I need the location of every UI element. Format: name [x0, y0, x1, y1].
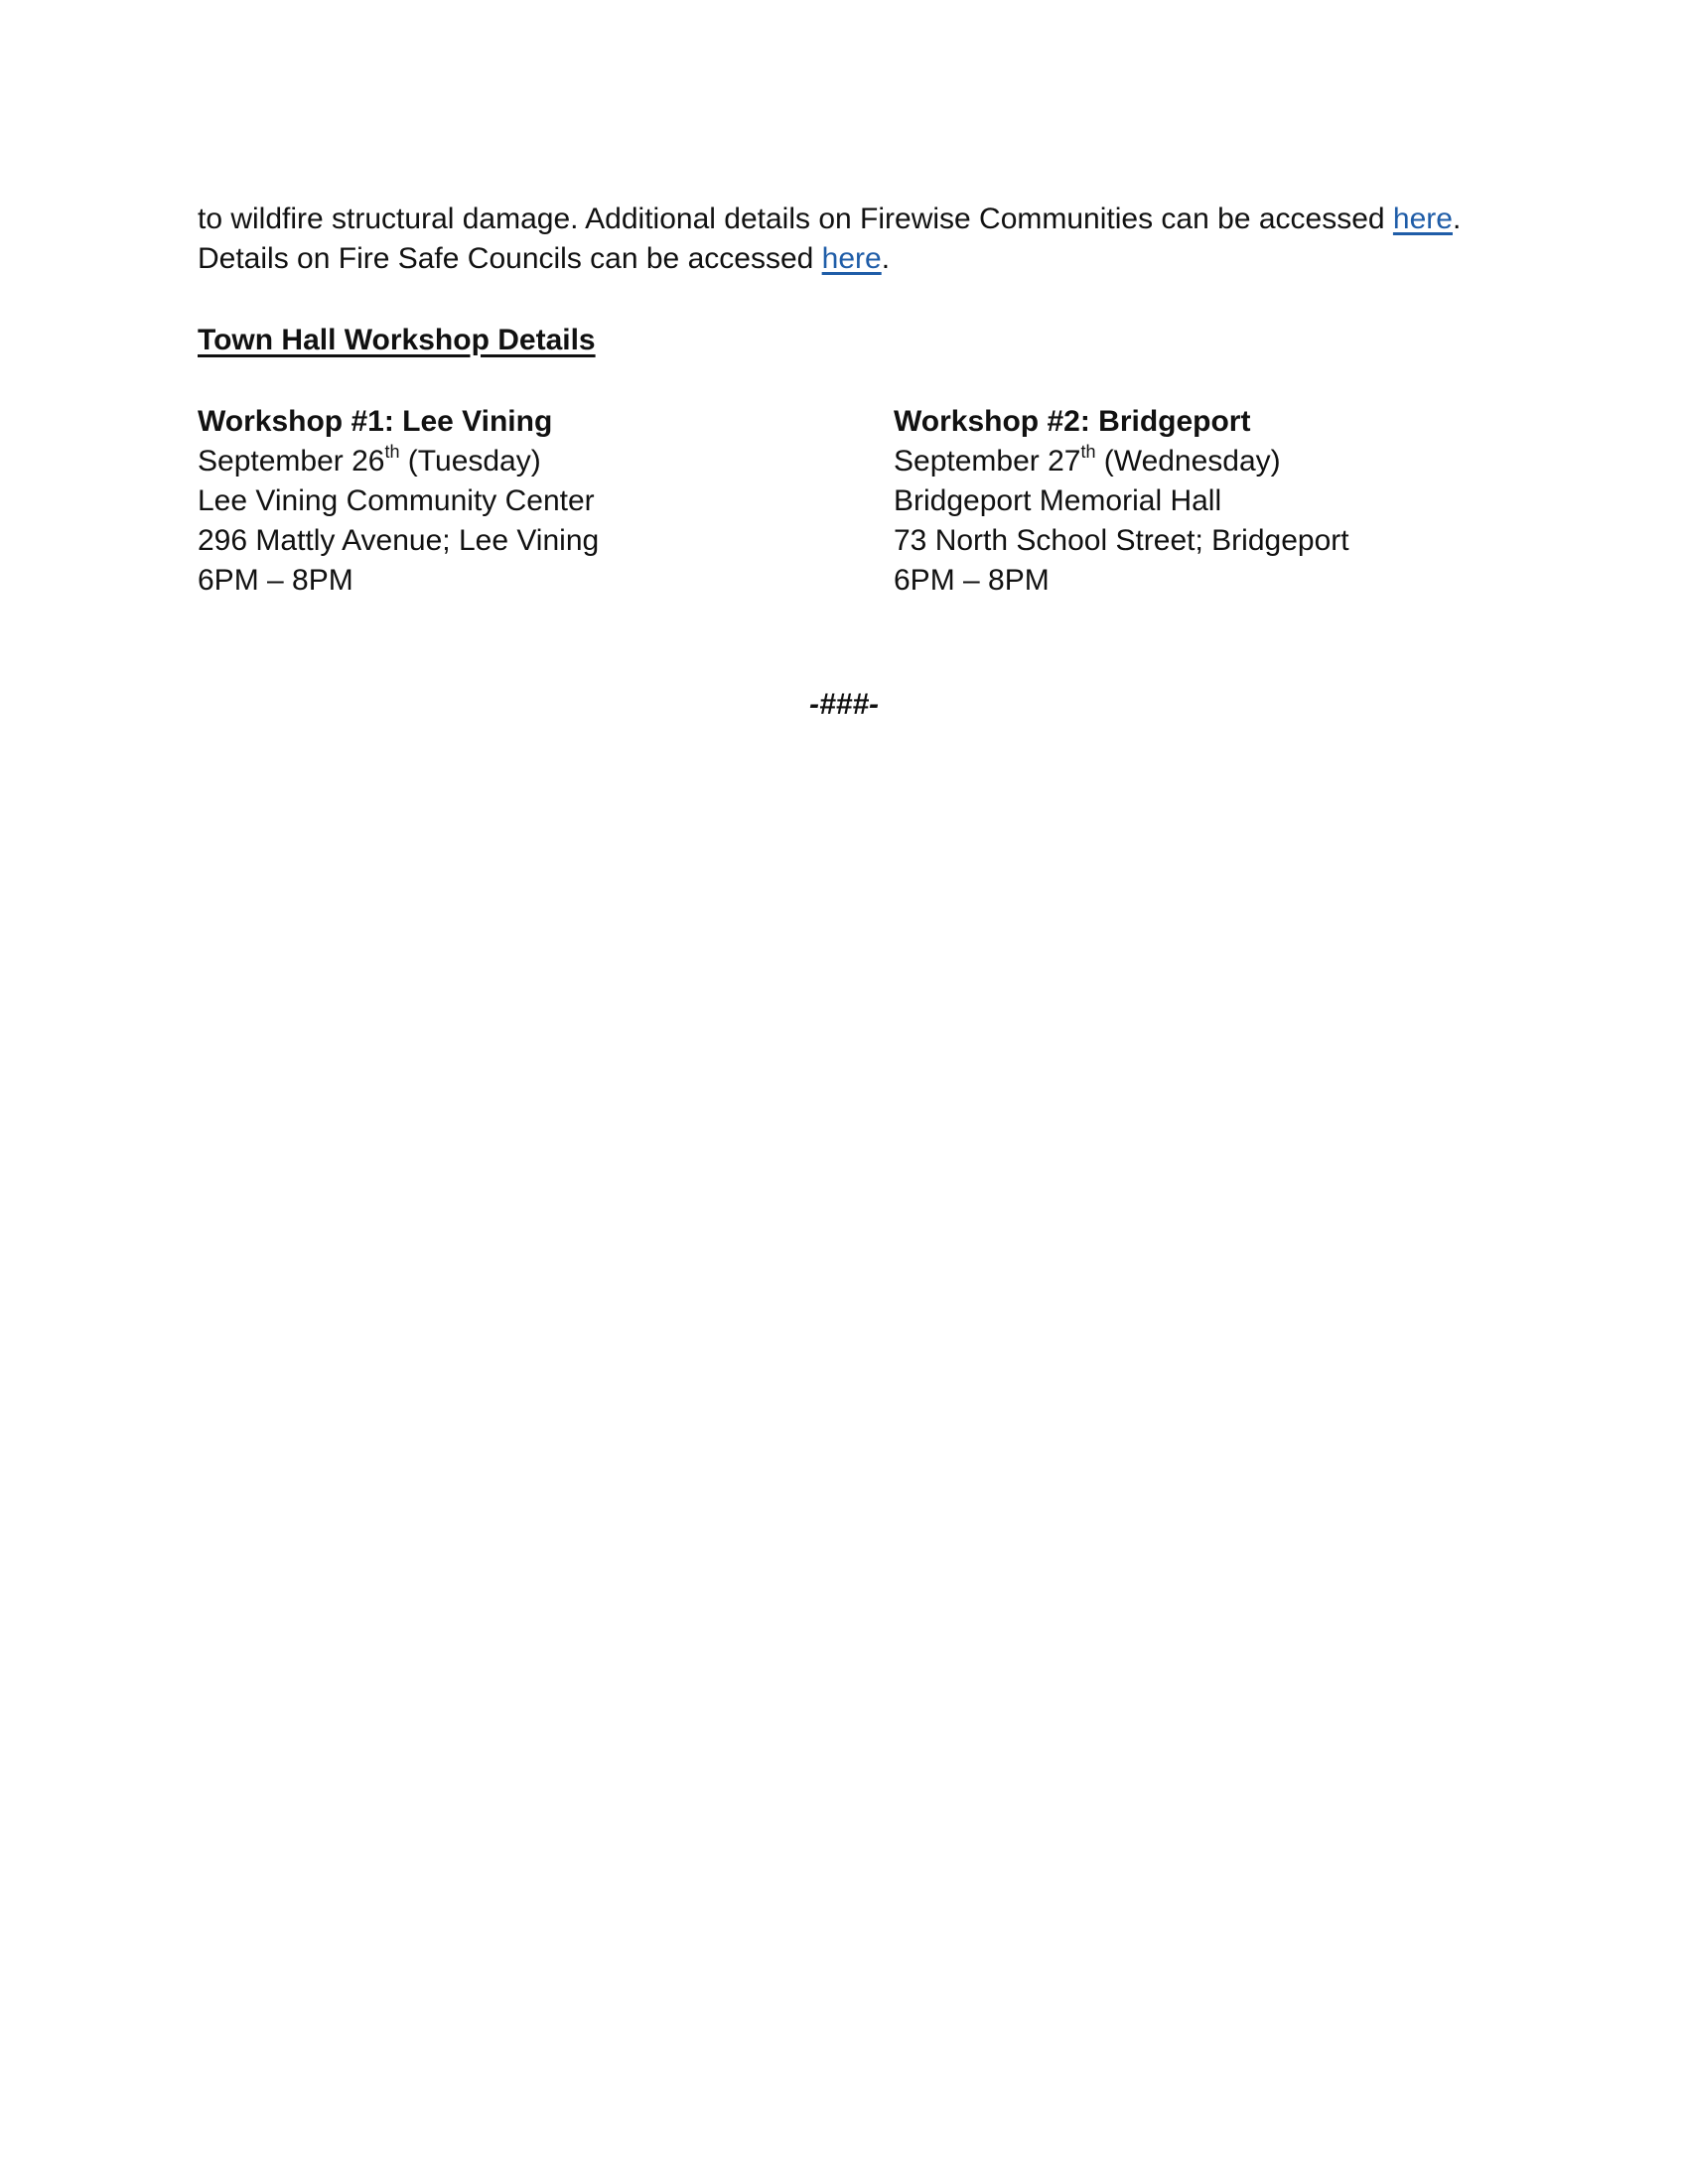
- workshop-1: [198, 402, 599, 601]
- workshop-2-date: [894, 442, 1349, 481]
- workshop-2-date-text: September 27: [894, 445, 1081, 478]
- workshop-1-title: Workshop #1: Lee Vining: [198, 405, 553, 438]
- end-of-document-mark: -###-: [808, 688, 880, 721]
- workshop-2-day: (Wednesday): [1095, 445, 1281, 478]
- intro-line-1: [198, 200, 1461, 239]
- fire-safe-councils-link[interactable]: here: [821, 242, 882, 275]
- section-heading: Town Hall Workshop Details: [198, 324, 596, 356]
- intro-line-2-text: Details on Fire Safe Councils can be accessed: [198, 242, 822, 275]
- workshop-1-address: 296 Mattly Avenue; Lee Vining: [198, 524, 600, 557]
- workshop-1-day: (Tuesday): [399, 445, 541, 478]
- workshop-2-date-suffix-sup: th: [1080, 442, 1096, 462]
- workshop-2-time: 6PM – 8PM: [894, 564, 1050, 597]
- workshop-1-venue: Lee Vining Community Center: [198, 484, 595, 517]
- workshop-2-venue: Bridgeport Memorial Hall: [894, 484, 1222, 517]
- workshop-1-date: [198, 442, 599, 481]
- workshop-2-address: 73 North School Street; Bridgeport: [894, 524, 1349, 557]
- workshop-1-date-text: September 26: [198, 445, 385, 478]
- intro-paragraph: [198, 200, 1461, 279]
- intro-line-1-text: to wildfire structural damage. Additional details on Firewise Communities can be accessed: [198, 203, 1393, 235]
- workshop-2-title: Workshop #2: Bridgeport: [894, 405, 1251, 438]
- intro-line-2: [198, 239, 1461, 279]
- workshop-1-time: 6PM – 8PM: [198, 564, 353, 597]
- intro-line-2-period: .: [881, 242, 891, 275]
- intro-line-1-period: .: [1452, 203, 1462, 235]
- workshop-2: [894, 402, 1349, 601]
- firewise-communities-link[interactable]: here: [1392, 203, 1453, 235]
- workshop-1-date-suffix-sup: th: [384, 442, 400, 462]
